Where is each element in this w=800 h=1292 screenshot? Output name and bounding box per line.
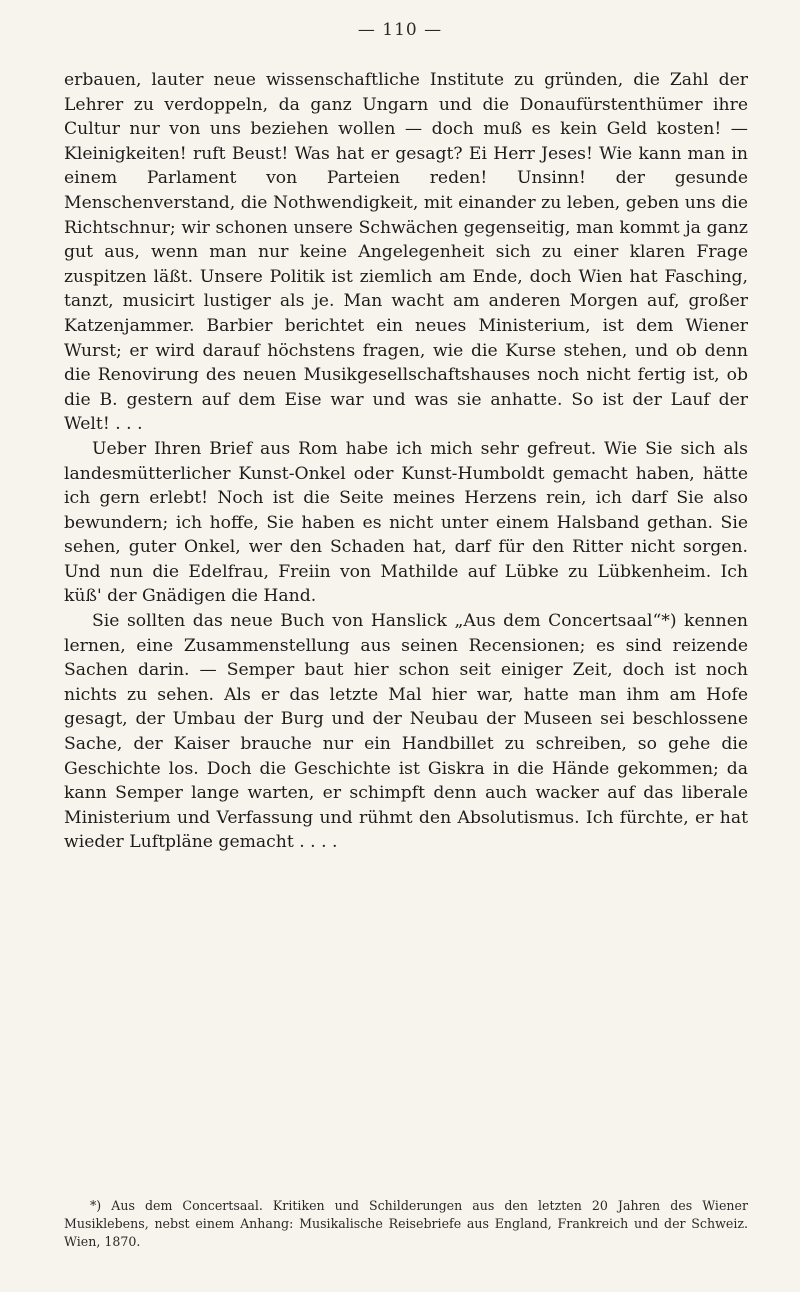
body-text [64,68,748,855]
paragraph: erbauen, lauter neue wissenschaftliche Institute zu gründen, die Zahl der Lehrer zu verdoppeln, da ganz Ungarn und die Donaufürstenthümer ihre Cultur nur von uns beziehen wollen — doch muß es kein Geld kosten! — Kleinigkeiten! ruft Beust! Was hat er gesagt? Ei Herr Jeses! Wie kann man in einem Parlament von Parteien reden! Unsinn! der gesunde Menschenverstand, die Nothwendigkeit, mit einander zu leben, geben uns die Richtschnur; wir schonen unsere Schwächen gegenseitig, man kommt ja ganz gut aus, wenn man nur keine Angelegenheit sich zu einer klaren Frage zuspitzen läßt. Unsere Politik ist ziemlich am Ende, doch Wien hat Fasching, tanzt, musicirt lustiger als je. Man wacht am anderen Morgen auf, großer Katzenjammer. Barbier berichtet ein neues Ministerium, ist dem Wiener Wurst; er wird darauf höchstens fragen, wie die Kurse stehen, und ob denn die Renovirung des neuen Musikgesellschaftshauses noch nicht fertig ist, ob die B. gestern auf dem Eise war und was sie anhatte. So ist der Lauf der Welt! . . . [64,70,748,435]
footnote-text: *) Aus dem Concertsaal. Kritiken und Schilderungen aus den letzten 20 Jahren des Wiener Musiklebens, nebst einem Anhang: Musikalische Reisebriefe aus England, Frankreich und der Schweiz. Wien, 1870. [64,1198,748,1249]
page-number: — 110 — [357,20,443,40]
paragraph: Sie sollten das neue Buch von Hanslick „Aus dem Concertsaal“*) kennen lernen, eine Zusammenstellung aus seinen Recensionen; es sind reizende Sachen darin. — Semper baut hier schon seit einiger Zeit, doch ist noch nichts zu sehen. Als er das letzte Mal hier war, hatte man ihm am Hofe gesagt, der Umbau der Burg und der Neubau der Museen sei beschlossene Sache, der Kaiser brauche nur ein Handbillet zu schreiben, so gehe die Geschichte los. Doch die Geschichte ist Giskra in die Hände gekommen; da kann Semper lange warten, er schimpft denn auch wacker auf das liberale Ministerium und Verfassung und rühmt den Absolutismus. Ich fürchte, er hat wieder Luftpläne gemacht . . . . [64,611,748,853]
paragraph: Ueber Ihren Brief aus Rom habe ich mich sehr gefreut. Wie Sie sich als landesmütterlicher Kunst-Onkel oder Kunst-Humboldt gemacht haben, hätte ich gern erlebt! Noch ist die Seite meines Herzens rein, ich darf Sie also bewundern; ich hoffe, Sie haben es nicht unter einem Halsband gethan. Sie sehen, guter Onkel, wer den Schaden hat, darf für den Ritter nicht sorgen. Und nun die Edelfrau, Freiin von Mathilde auf Lübke zu Lübkenheim. Ich küß' der Gnädigen die Hand. [64,438,748,607]
footnote [64,1197,748,1251]
